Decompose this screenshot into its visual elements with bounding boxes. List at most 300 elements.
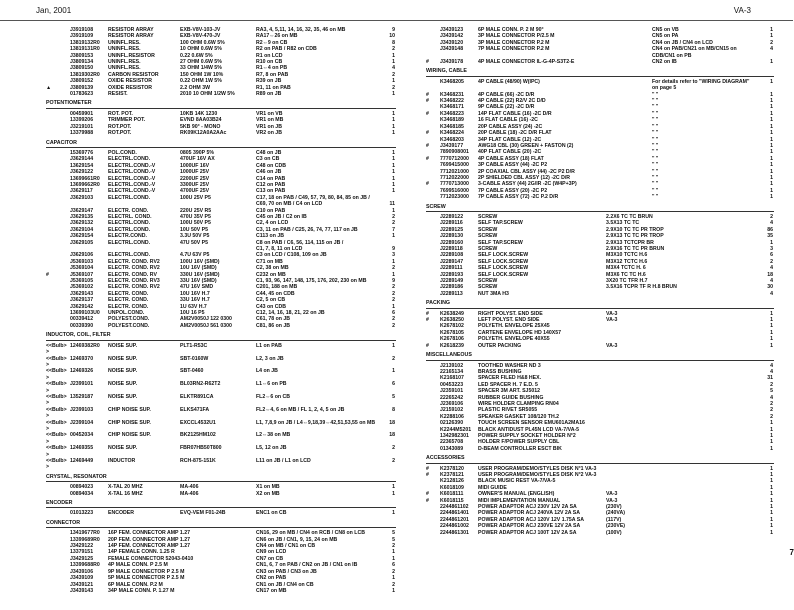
table-row — [426, 194, 774, 200]
description: ELECTRL. COND. — [108, 213, 152, 220]
table-row — [46, 394, 396, 407]
quantity: 1 — [770, 329, 773, 336]
description: HOLDER F/POWER SUPPLY CBL — [478, 439, 560, 446]
part-number: K2618239 — [440, 342, 464, 349]
part-number: 7712022000 — [440, 174, 469, 181]
description: SPACER 3M ART. SJ5012 — [478, 388, 540, 395]
location: " " — [652, 117, 659, 124]
quantity: 6 — [392, 381, 395, 388]
description: NOISE SUP. — [108, 445, 138, 452]
quantity: 1 — [392, 156, 395, 163]
part-number: J3629137 — [70, 297, 94, 304]
description: 16P FEM. CONNECTOR AMP 1.27 — [108, 530, 190, 537]
location: " " — [652, 98, 659, 105]
quantity: 6 — [392, 310, 395, 317]
part-number: J5369103 — [70, 258, 94, 265]
part-number: K3468205 — [440, 78, 464, 85]
table-row — [46, 343, 396, 356]
description: 7P MALE CONNECTOR P.2 M — [478, 46, 550, 53]
description: POLYETH. ENVELOPE 25X45 — [478, 323, 550, 330]
specification: SBT-0460 — [180, 368, 204, 375]
description: TOUCH SCREEN SENSOR EMU601A2MA16 — [478, 420, 585, 427]
description: ENCODER — [108, 510, 134, 517]
page-number: 7 — [789, 548, 794, 558]
description: 6P MALE CONN. P. 2 M 90° — [478, 27, 544, 33]
mark: <<Bulb>> — [46, 393, 67, 407]
part-number: 01783623 — [70, 91, 94, 98]
quantity: 1 — [392, 149, 395, 156]
mark: <<Bulb>> — [46, 342, 67, 356]
part-number: 2244861002 — [440, 523, 469, 530]
description: 34P MALE CONN. P. 1.27 M — [108, 587, 175, 594]
location: C12, 14, 16, 18, 21, 22 on JB — [256, 310, 325, 317]
header-date: Jan, 2001 — [36, 6, 72, 15]
description: 16 FLAT CABLE (16) -2C — [478, 117, 538, 124]
description: CARTENE ENVELOPE HD 140X57 — [478, 329, 562, 336]
part-number: J3919108 — [70, 27, 94, 33]
quantity: 5 — [392, 393, 395, 400]
quantity: 1 — [392, 490, 395, 497]
specification: MA-406 — [180, 490, 199, 497]
part-number: J2289118 — [440, 246, 463, 252]
part-number: 13819131R0 — [70, 46, 100, 53]
description: ELECTR. COND. RV2 — [108, 265, 160, 272]
description: ELECTRL.COND. — [108, 194, 151, 201]
part-number: J2289108 — [440, 252, 464, 259]
location: CN9 on LCD — [256, 549, 287, 556]
location: L1, 7,8,9 on JB / L4⇔9,18,39⇔42,51,53,55 on MB — [256, 419, 376, 426]
mark: # — [426, 491, 429, 498]
quantity: 1 — [392, 555, 395, 562]
table-row — [426, 79, 774, 92]
quantity: 2 — [392, 355, 395, 362]
part-number: 2244861102 — [440, 504, 469, 511]
quantity: 1 — [770, 465, 773, 472]
location: " " — [652, 174, 659, 181]
quantity: 1 — [770, 239, 773, 246]
quantity: 2 — [770, 213, 773, 220]
location: CN16, 29 on MB / CN4 on RCB / CN8 on LCB — [256, 530, 365, 537]
description: POWER ADAPTOR ACJ 230VE 12V 2A SA — [478, 523, 581, 530]
part-number: K2638250 — [440, 317, 464, 324]
location: R1⇔4 on PB — [256, 65, 288, 72]
location: CN3 on PAB / CN3 on JB — [256, 568, 317, 575]
description: 5P MALE CONNECTOR P 2.5 M — [108, 575, 185, 582]
quantity: 1 — [770, 117, 773, 124]
specification: (230V) — [606, 504, 622, 511]
specification: 100U 16V (SMD) — [180, 258, 220, 265]
quantity: 5 — [392, 536, 395, 543]
description: 20P FEM. CONNECTOR AMP 1.27 — [108, 536, 190, 543]
description: POWER ADAPTOR ACJ 230V 12V 2A SA — [478, 504, 577, 511]
specification: (100V) — [606, 529, 622, 536]
part-number: 00452034 — [70, 432, 94, 439]
quantity: 1 — [770, 504, 773, 511]
part-number: K2678106 — [440, 336, 464, 343]
specification: ELKS471FA — [180, 406, 210, 413]
part-number: J5369107 — [70, 271, 94, 278]
description: ELECTRL.COND.-V — [108, 181, 156, 188]
quantity: 1 — [392, 484, 395, 491]
quantity: 1 — [392, 175, 395, 182]
quantity: 35 — [767, 233, 773, 240]
table-row — [46, 407, 396, 420]
description: ELECTR. COND. — [108, 207, 149, 214]
section-header: POTENTIOMETER — [46, 100, 396, 108]
specification: 220U 25V R5 — [180, 207, 212, 214]
specification: MA-406 — [180, 484, 199, 491]
location: CN7 on CB — [256, 555, 284, 562]
quantity: 1 — [770, 174, 773, 181]
description: ELECTR. COND. — [108, 297, 149, 304]
quantity: 1 — [770, 420, 773, 427]
quantity: 4 — [770, 362, 773, 369]
quantity: 2 — [392, 213, 395, 220]
section-header: SCREW — [426, 204, 774, 212]
part-number: K3468189 — [440, 117, 464, 124]
mark: # — [426, 98, 429, 105]
quantity: 5 — [392, 530, 395, 537]
table-row — [46, 491, 396, 497]
part-number: 7712023000 — [440, 194, 469, 201]
part-number: J2289130 — [440, 233, 464, 240]
quantity: 30 — [767, 284, 773, 291]
specification: 330U 16V (SMD) — [180, 271, 220, 278]
description: TOOTHED WASHER ND 3 — [478, 362, 541, 369]
quantity: 1 — [770, 168, 773, 175]
quantity: 2 — [392, 84, 395, 91]
description: PLASTIC RIVET SR5055 — [478, 407, 538, 414]
quantity: 1 — [392, 271, 395, 278]
specification: 47U 16V SMD — [180, 284, 214, 291]
description: SCREW — [478, 246, 498, 252]
right-column — [426, 27, 794, 558]
quantity: 2 — [770, 407, 773, 414]
description: UNINFL.RESISTOR — [108, 52, 155, 59]
part-number: J3629144 — [70, 156, 94, 163]
location: L1 on PAB — [256, 342, 282, 349]
location: CN1, 6, 7 on PAB / CN2 on JB / CN1 on IB — [256, 562, 358, 569]
specification: 2010 10 OHM 1/2W 5% — [180, 91, 235, 98]
mark: # — [426, 342, 429, 349]
specification: VA-3 — [606, 497, 618, 504]
quantity: 9 — [392, 27, 395, 33]
description: RIGHT POLYST. END SIDE — [478, 310, 543, 317]
specification: (240VA) — [606, 510, 625, 517]
part-number: J3439109 — [70, 575, 94, 582]
specification: 2.9X16 TC TC PR BRUN — [606, 246, 665, 252]
quantity: 2 — [392, 543, 395, 550]
location: L1⇔6 on PB — [256, 381, 287, 388]
description: 34P FLAT CABLE (12) -2C — [478, 136, 542, 143]
quantity: 1 — [770, 181, 773, 188]
specification: 2.9X13 TCTCPR BR — [606, 239, 654, 246]
description: BLACK MUSIC REST VA-7/VA-5 — [478, 478, 556, 485]
quantity: 1 — [770, 149, 773, 156]
specification: 0.22 0.6W 5% — [180, 52, 213, 59]
description: POL.COND. — [108, 149, 137, 156]
quantity: 1 — [392, 130, 395, 137]
quantity: 1 — [770, 130, 773, 137]
specification: 2.9X13 TC TC PR TROP — [606, 233, 664, 240]
part-number: K3468231 — [440, 91, 464, 98]
description: UNINFL.RES. — [108, 39, 141, 46]
quantity: 1 — [770, 484, 773, 491]
part-number: 22265242 — [440, 394, 464, 401]
part-number: J3809152 — [70, 78, 94, 85]
quantity: 1 — [770, 27, 773, 33]
quantity: 4 — [770, 394, 773, 401]
part-number: K2378121 — [440, 472, 464, 478]
part-number: J2289125 — [440, 226, 464, 233]
part-number: J3439177 — [440, 142, 464, 149]
part-number: J3429122 — [70, 543, 94, 550]
section-header: MISCELLANEOUS — [426, 352, 774, 360]
header-rule — [0, 20, 793, 21]
quantity: 4 — [770, 46, 773, 53]
description: 4P MALE CONNECTOR IL-G-4P-S3T2-E — [478, 59, 575, 66]
specification: 33 OHM 1/4W 5% — [180, 65, 222, 72]
location: RA17⇔26 on MB — [256, 33, 298, 40]
description: POLYEST.COND. — [108, 322, 150, 329]
location: C1, 7, 8, 11 on LCD — [256, 246, 303, 252]
location: C43 on CDB — [256, 303, 286, 310]
quantity: 3 — [770, 246, 773, 252]
mark: # — [426, 472, 429, 478]
part-number: 15369776 — [70, 149, 94, 156]
location: " " — [652, 162, 659, 169]
location: CN4 on MB / CN1 on CB — [256, 543, 316, 550]
location: C2, 4 on LCD — [256, 220, 289, 227]
description: 4P CABLE (22) R2/V 2C D/D — [478, 98, 546, 105]
quantity: 1 — [770, 426, 773, 433]
specification: 1000UF 25V — [180, 169, 210, 176]
quantity: 2 — [392, 568, 395, 575]
specification: 47U 50V P5 — [180, 239, 208, 246]
specification: 10U 16 P5 — [180, 310, 205, 317]
description: D-BEAM CONTROLLER ESCT BIK — [478, 445, 562, 452]
specification: 10U 16V (SMD) — [180, 265, 217, 272]
quantity: 1 — [770, 136, 773, 143]
specification: EXB-V8V-103-JV — [180, 27, 221, 33]
description: 9P CABLE (22) -2C D/R — [478, 104, 535, 111]
location: " " — [652, 136, 659, 143]
part-number: 12469449 — [70, 458, 94, 464]
part-number: K2678105 — [440, 329, 464, 336]
quantity: 1 — [770, 445, 773, 452]
quantity: 2 — [770, 381, 773, 388]
description: SELF LOCK.SCREW — [478, 265, 529, 272]
specification: VA-3 — [606, 491, 618, 498]
description: CARBON RESISTOR — [108, 71, 159, 78]
part-number: J3439143 — [70, 587, 94, 594]
quantity: 1 — [392, 117, 395, 124]
quantity: 4 — [770, 368, 773, 375]
section-header: CONNECTOR — [46, 520, 396, 528]
description: SCREW — [478, 213, 498, 220]
section-header: PACKING — [426, 300, 774, 308]
description: OXIDE RESISTOR — [108, 84, 153, 91]
location: " " — [652, 194, 659, 201]
specification: VA-3 — [606, 310, 618, 317]
section-header: INDUCTOR, COIL, FILTER — [46, 332, 396, 340]
description: ELECTRL.COND. — [108, 220, 151, 227]
part-number: 01013223 — [70, 510, 94, 517]
quantity: 10 — [389, 33, 395, 40]
part-number: 13419677R0 — [70, 530, 100, 537]
part-number: K2288106 — [440, 413, 464, 420]
location: R1 on LCD — [256, 52, 283, 59]
table-row — [46, 588, 396, 594]
part-number: 12469326 — [70, 368, 94, 375]
description: POLYEST.COND. — [108, 316, 150, 323]
description: CHIP NOISE SUP. — [108, 419, 151, 426]
mark: # — [426, 181, 429, 188]
location: C3 on LCD / C108, 109 on JB — [256, 252, 327, 259]
quantity: 2 — [392, 297, 395, 304]
part-number: 7699516000 — [440, 187, 469, 194]
location: R89 on JB — [256, 91, 282, 98]
section-header: CAPACITOR — [46, 140, 396, 148]
section-header: WIRING, CABLE — [426, 68, 774, 76]
part-number: K2168107 — [440, 375, 464, 382]
specification: 3X20 TC TFR H.7 — [606, 278, 648, 285]
description: ELECTRL.COND.-V — [108, 188, 156, 195]
location: C113 on JB — [256, 233, 284, 240]
part-number: J3219101 — [70, 123, 94, 130]
quantity: 1 — [392, 258, 395, 265]
part-number: K2638249 — [440, 310, 464, 317]
part-number: J2289122 — [440, 213, 464, 220]
mark: # — [426, 91, 429, 98]
quantity: 1 — [392, 188, 395, 195]
header-model: VA-3 — [733, 6, 751, 15]
quantity: 1 — [392, 368, 395, 375]
quantity: 1 — [392, 59, 395, 66]
quantity: 1 — [770, 529, 773, 536]
description: ELECTRL.COND.-V — [108, 175, 156, 182]
specification: VA-3 — [606, 317, 618, 324]
part-number: J3439121 — [70, 581, 94, 588]
specification: 100 OHM 0.6W 5% — [180, 39, 225, 46]
part-number: 13399689R0 — [70, 536, 100, 543]
specification: 2200UF 25V — [180, 175, 210, 182]
part-number: J3439178 — [440, 59, 464, 66]
specification: RCH-875-151K — [180, 458, 216, 464]
location: R2 on PAB / R82 on CDB — [256, 46, 317, 53]
location: CN1 on JB / CN4 on CB — [256, 581, 314, 588]
description: INDUCTOR — [108, 458, 136, 464]
location: C48 on CDB — [256, 162, 286, 169]
quantity: 1 — [770, 155, 773, 162]
description: 14P FEM. CONNECTOR AMP 1.27 — [108, 543, 190, 550]
location: R10 on CB — [256, 59, 283, 66]
mark: # — [426, 130, 429, 137]
part-number: K2378120 — [440, 465, 464, 472]
quantity: 1 — [770, 187, 773, 194]
location: " " — [652, 110, 659, 117]
quantity: 1 — [770, 162, 773, 169]
specification: 150 OHM 1W 10% — [180, 71, 224, 78]
part-number: 7699415000 — [440, 162, 469, 169]
location: " " — [652, 168, 659, 175]
description: BRASS BUSHING — [478, 368, 522, 375]
part-number: 13819302R0 — [70, 71, 100, 78]
description: 2P COAXIAL CBL ASSY (44) -2C P2 D/R — [478, 168, 575, 175]
part-number: J5369104 — [70, 265, 94, 272]
specification: 4700UF 25V — [180, 188, 210, 195]
part-number: 2244861401 — [440, 510, 469, 517]
description: NOISE SUP. — [108, 355, 138, 362]
quantity: 9 — [392, 246, 395, 252]
description: SPEAKER GASKET 108/120 TH.2 — [478, 413, 560, 420]
quantity: 31 — [767, 375, 773, 382]
specification: 33U 16V (SMD) — [180, 278, 217, 285]
mark: # — [426, 317, 429, 324]
quantity: 1 — [392, 303, 395, 310]
specification: 10KB 14K 1230 — [180, 110, 218, 117]
part-number: 02126390 — [440, 420, 464, 427]
specification: EXCCL4532U1 — [180, 419, 216, 426]
description: ELECTR. COND. — [108, 303, 149, 310]
description: 4P CABLE (66) -2C D/R — [478, 91, 535, 98]
specification: (230VE) — [606, 523, 626, 530]
part-number: 13529187 — [70, 393, 94, 400]
part-number: 2244861201 — [440, 516, 469, 523]
location: C45 on JB / C2 on IB — [256, 213, 307, 220]
description: 3-CABLE ASSY (44) 2G/IR -2C (W4P+3P) — [478, 181, 577, 188]
quantity: 6 — [770, 252, 773, 259]
location: " " — [652, 123, 659, 130]
description: AWG18 CBL (30) GREEN + FASTON (2) — [478, 142, 574, 149]
quantity: 2 — [770, 258, 773, 265]
quantity: 1 — [392, 169, 395, 176]
quantity: 1 — [392, 549, 395, 556]
part-number: J3429125 — [70, 555, 94, 562]
part-number: J2289149 — [440, 278, 464, 285]
quantity: 4 — [770, 265, 773, 272]
quantity: 1 — [770, 323, 773, 330]
description: NOISE SUP. — [108, 368, 138, 375]
part-number: J2289116 — [440, 220, 463, 227]
part-number: J2289160 — [440, 239, 464, 246]
part-number: J3439142 — [440, 33, 464, 40]
location: C3, 11 on PAB / C25, 26, 74, 77, 117 on JB — [256, 226, 358, 233]
part-number: J3629142 — [70, 303, 94, 310]
part-number: J2289147 — [440, 258, 464, 265]
quantity: 1 — [770, 317, 773, 324]
specification: 1U 63V H.7 — [180, 303, 207, 310]
location: CN4 on JB / CN4 on LCD — [652, 39, 713, 46]
location: " " — [652, 155, 659, 162]
location: L5, 12 on JB — [256, 445, 287, 452]
quantity: 1 — [770, 98, 773, 105]
part-number: J2289111 — [440, 265, 463, 272]
location: C12 on PAB — [256, 181, 286, 188]
description: RESISTOR ARRAY — [108, 27, 154, 33]
quantity: 1 — [392, 233, 395, 240]
part-number: J3629105 — [70, 239, 94, 246]
description: SCREW — [478, 226, 498, 233]
part-number: K3468223 — [440, 110, 464, 117]
location: C8 on PAB / C6, 56, 114, 115 on JB / — [256, 239, 344, 246]
location: C14 on PAB — [256, 175, 286, 182]
quantity: 5 — [770, 388, 773, 395]
quantity: 2 — [392, 458, 395, 464]
description: ELECTRL.COND. — [108, 252, 151, 259]
description: ELECTRL.COND.-V — [108, 162, 156, 169]
part-number: J3919109 — [70, 33, 94, 40]
